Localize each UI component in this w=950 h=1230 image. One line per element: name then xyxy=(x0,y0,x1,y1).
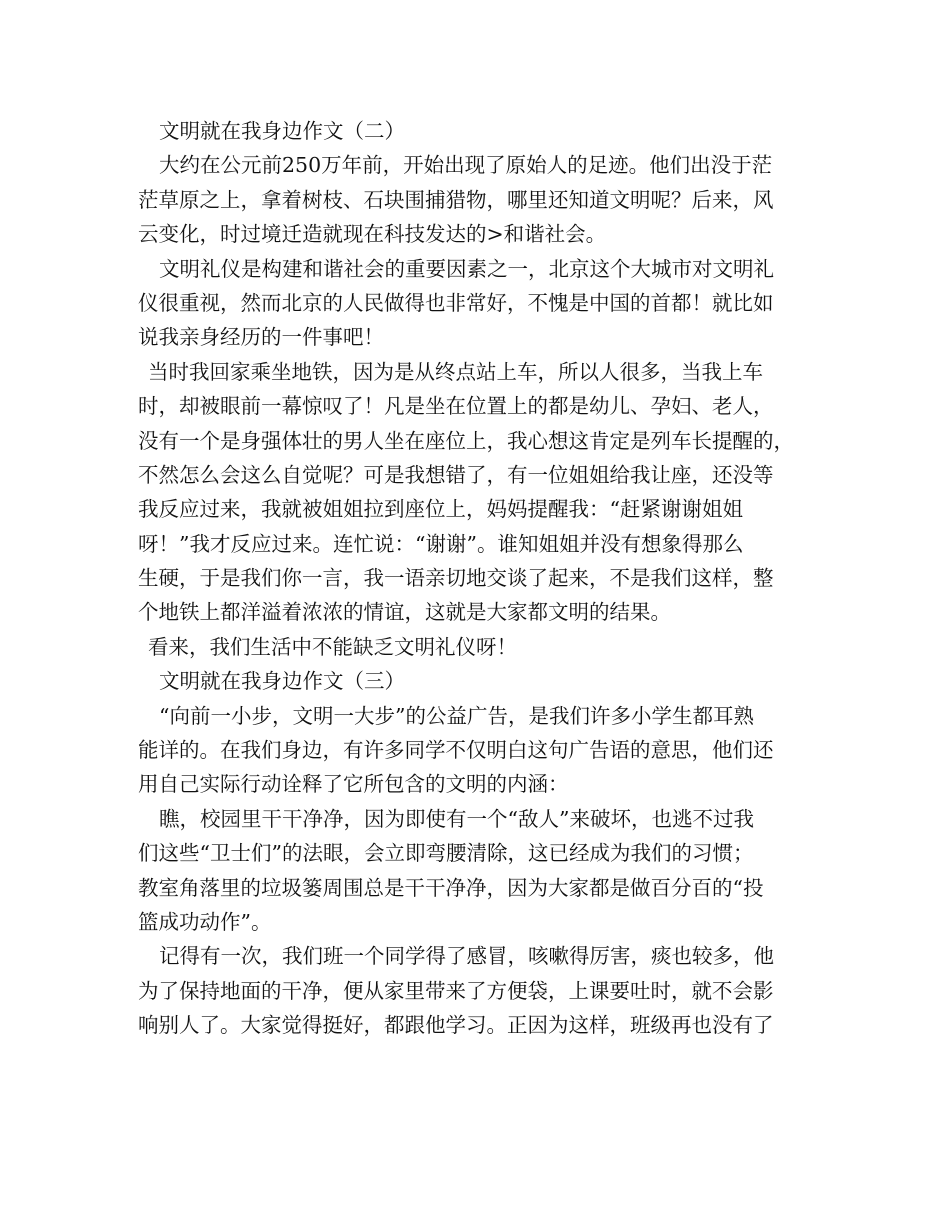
text-line: 为了保持地面的干净，便从家里带来了方便袋，上课要吐时，就不会影 xyxy=(138,978,774,1003)
text-line: 时，却被眼前一幕惊叹了！凡是坐在位置上的都是幼儿、孕妇、老人， xyxy=(138,394,774,419)
text-line: “向前一小步，文明一大步”的公益广告，是我们许多小学生都耳熟 xyxy=(159,703,754,728)
text-line: 能详的。在我们身边，有许多同学不仅明白这句广告语的意思，他们还 xyxy=(138,738,774,763)
text-line: 说我亲身经历的一件事吧！ xyxy=(138,325,384,350)
text-line: 呀！”我才反应过来。连忙说：“谢谢”。谁知姐姐并没有想象得那么 xyxy=(138,531,744,556)
document-body xyxy=(138,114,828,1043)
text-line: 文明就在我身边作文（二） xyxy=(159,119,405,143)
text-line: 不然怎么会这么自觉呢？可是我想错了，有一位姐姐给我让座，还没等 xyxy=(138,462,774,487)
text-line: 个地铁上都洋溢着浓浓的情谊，这就是大家都文明的结果。 xyxy=(138,600,671,625)
text-line: 我反应过来，我就被姐姐拉到座位上，妈妈提醒我：“赶紧谢谢姐姐 xyxy=(138,497,743,522)
text-line: 们这些“卫士们”的法眼，会立即弯腰清除，这已经成为我们的习惯； xyxy=(138,841,754,866)
text-line: 教室角落里的垃圾篓周围总是干干净净，因为大家都是做百分百的“投 xyxy=(138,875,764,900)
text-line: 文明就在我身边作文（三） xyxy=(159,669,405,694)
text-line: 当时我回家乘坐地铁，因为是从终点站上车，所以人很多，当我上车 xyxy=(148,359,763,384)
text-line: 没有一个是身强体壮的男人坐在座位上，我心想这肯定是列车长提醒的， xyxy=(138,428,794,453)
text-line: 生硬，于是我们你一言，我一语亲切地交谈了起来，不是我们这样，整 xyxy=(138,566,774,591)
text-line: 仪很重视，然而北京的人民做得也非常好，不愧是中国的首都！就比如 xyxy=(138,290,774,315)
text-line: 用自己实际行动诠释了它所包含的文明的内涵： xyxy=(138,772,569,797)
text-line: 茫草原之上，拿着树枝、石块围捕猎物，哪里还知道文明呢？后来，风 xyxy=(138,187,774,212)
text-line: 看来，我们生活中不能缺乏文明礼仪呀！ xyxy=(148,634,517,659)
text-line: 大约在公元前250万年前，开始出现了原始人的足迹。他们出没于茫 xyxy=(159,153,773,178)
text-line: 云变化，时过境迁造就现在科技发达的>和谐社会。 xyxy=(138,222,607,247)
text-line: 响别人了。大家觉得挺好，都跟他学习。正因为这样，班级再也没有了 xyxy=(138,1013,774,1038)
text-line: 篮成功动作”。 xyxy=(138,909,272,934)
text-line: 记得有一次，我们班一个同学得了感冒，咳嗽得厉害，痰也较多，他 xyxy=(159,944,774,969)
text-line: 瞧，校园里干干净净，因为即使有一个“敌人”来破坏，也逃不过我 xyxy=(159,806,754,831)
text-line: 文明礼仪是构建和谐社会的重要因素之一，北京这个大城市对文明礼 xyxy=(159,256,774,281)
